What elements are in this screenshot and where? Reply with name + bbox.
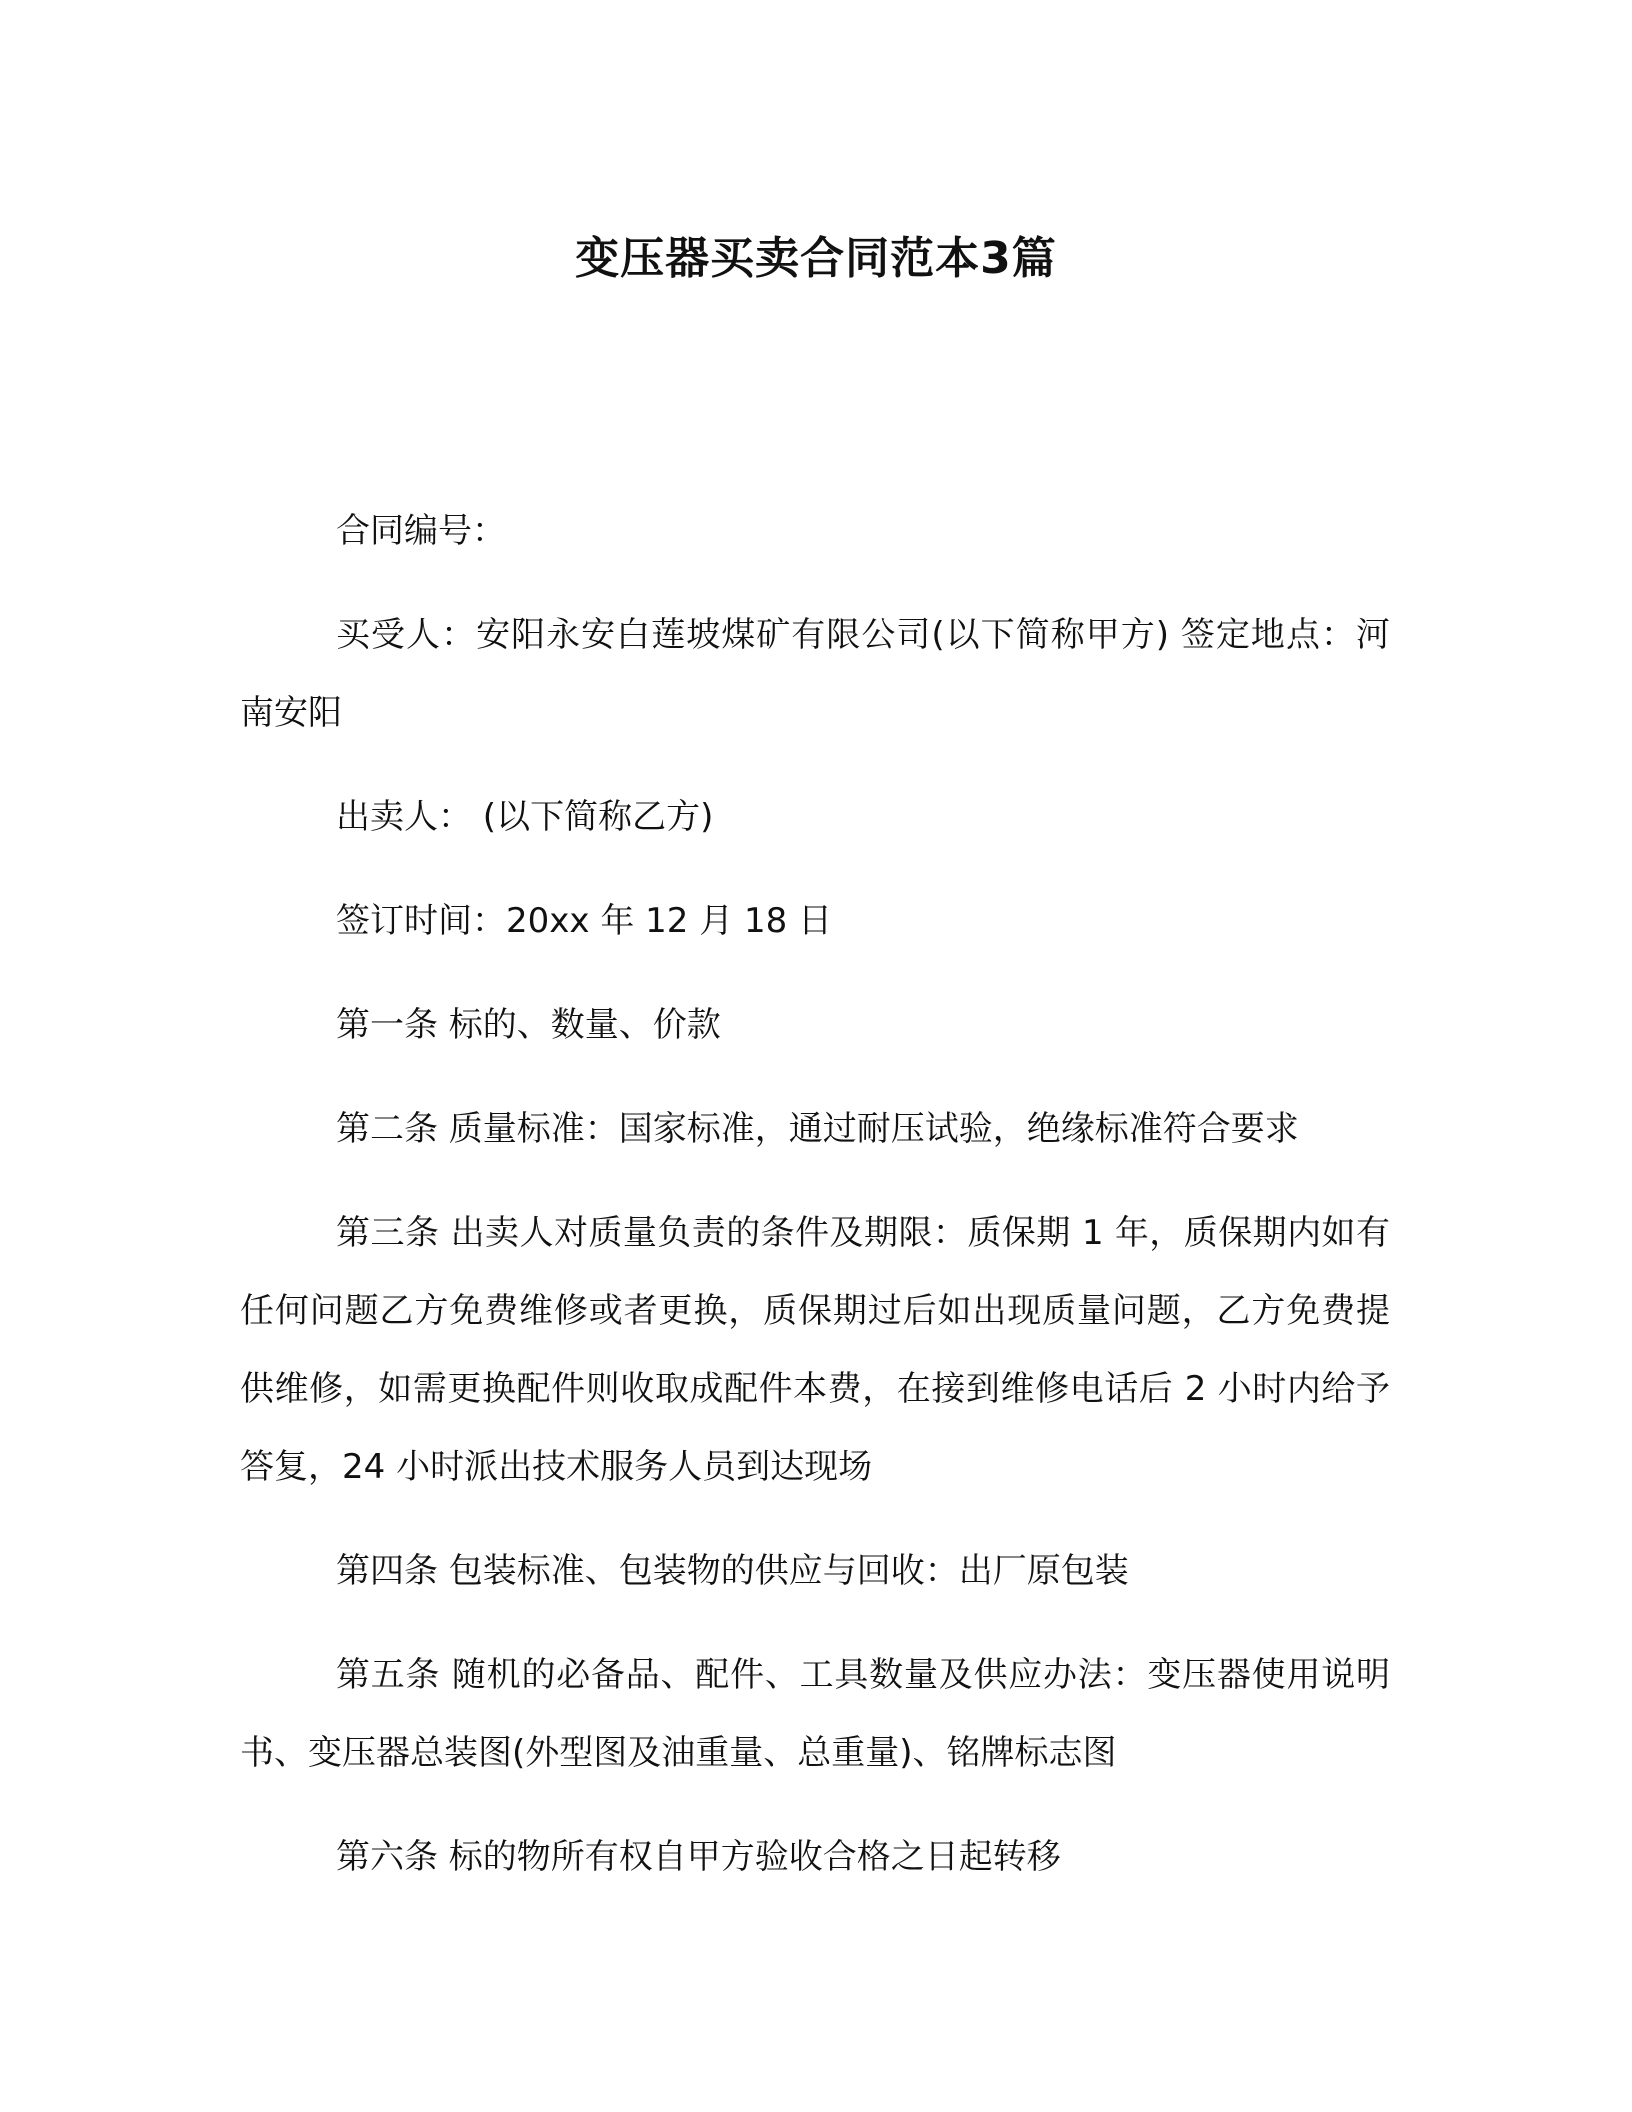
document-body xyxy=(240,492,1390,1922)
article-6: 第六条 标的物所有权自甲方验收合格之日起转移 xyxy=(336,1837,1061,1877)
contract-number-line: 合同编号： xyxy=(336,511,506,551)
seller-line: 出卖人： (以下简称乙方) xyxy=(336,797,714,837)
article-4: 第四条 包装标准、包装物的供应与回收：出厂原包装 xyxy=(336,1551,1129,1591)
buyer-line: 买受人：安阳永安白莲坡煤矿有限公司(以下简称甲方) 签定地点：河南安阳 xyxy=(240,615,1390,733)
article-5: 第五条 随机的必备品、配件、工具数量及供应办法：变压器使用说明书、变压器总装图(外型图及油重量、总重量)、铭牌标志图 xyxy=(240,1655,1390,1773)
article-2: 第二条 质量标准：国家标准，通过耐压试验，绝缘标准符合要求 xyxy=(336,1109,1299,1149)
article-1: 第一条 标的、数量、价款 xyxy=(336,1005,721,1045)
article-3: 第三条 出卖人对质量负责的条件及期限：质保期 1 年，质保期内如有任何问题乙方免费维修或者更换，质保期过后如出现质量问题，乙方免费提供维修，如需更换配件则收取成配件本费，在接到维修电话后 2 小时内给予答复，24 小时派出技术服务人员到达现场 xyxy=(240,1213,1390,1487)
signing-date-line: 签订时间：20xx 年 12 月 18 日 xyxy=(336,901,833,941)
document-title: 变压器买卖合同范本3篇 xyxy=(575,233,1057,284)
